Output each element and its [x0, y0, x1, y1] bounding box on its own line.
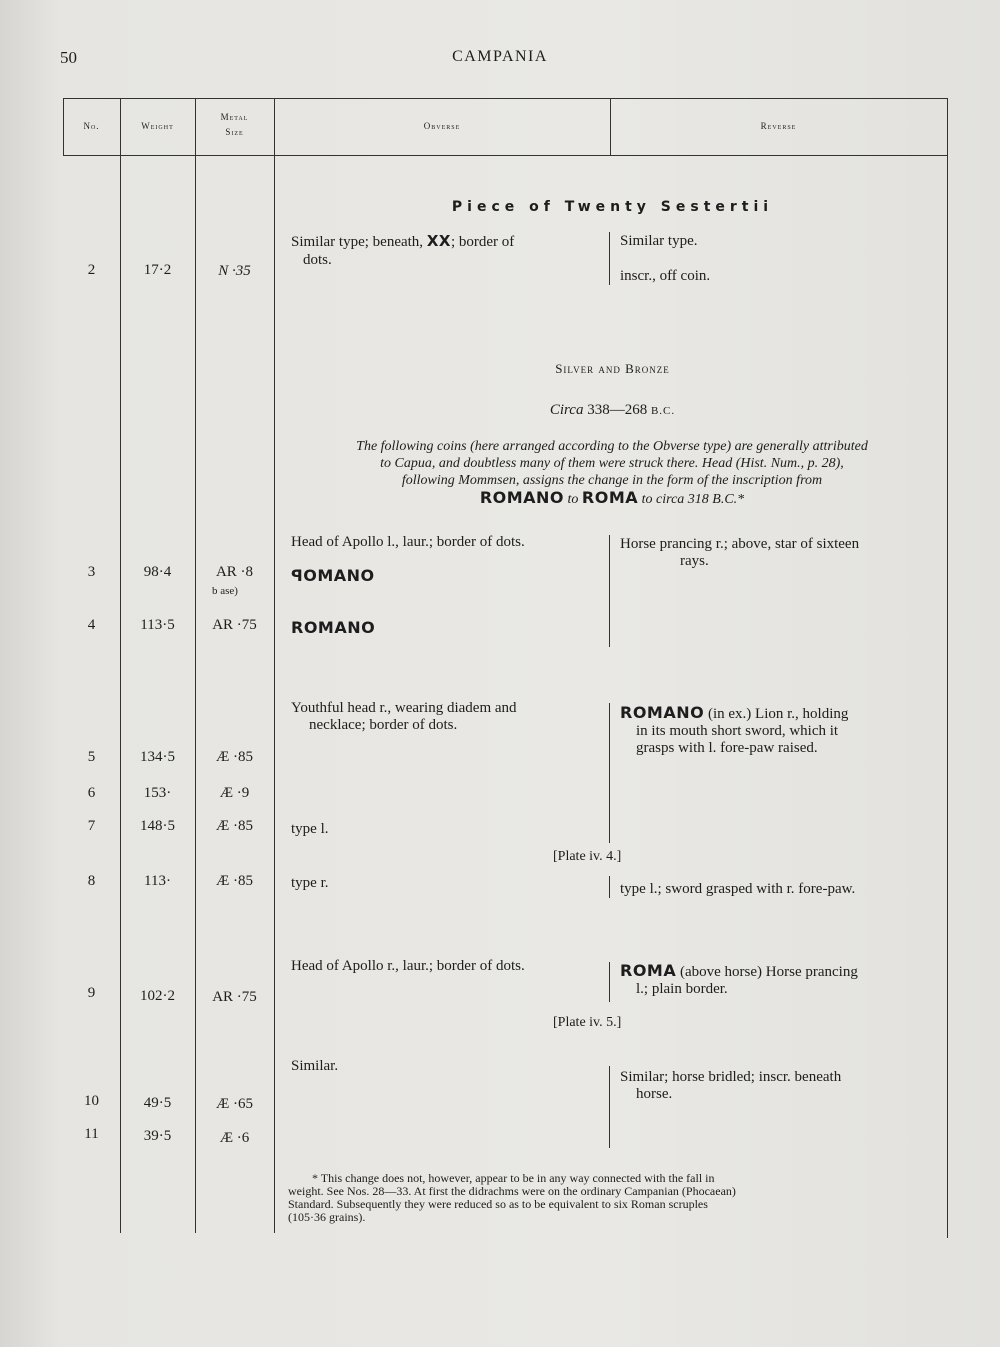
footnote: * This change does not, however, appear to be in any way connected with the fall in weight. See Nos. 28—33. At first the didrachms were on the ordinary Campanian (Phocaean) Standard. Subsequently they were reduced so as to be equivalent to six Roman scruples (105·36 grains). [288, 1171, 736, 1224]
plate-reference: [Plate iv. 4.] [553, 849, 622, 864]
coin-metal-size: Æ ·6 [219, 1130, 250, 1146]
column-header-weight: Weight [141, 121, 174, 131]
coin-number: 2 [87, 262, 96, 278]
page-number: 50 [60, 48, 77, 67]
reverse-rule [609, 703, 610, 843]
coin-metal-size: Æ ·85 [215, 873, 254, 889]
section-date: Circa 338—268 B.C. [549, 402, 676, 418]
coin-weight: 148·5 [140, 818, 175, 834]
coin-weight: 49·5 [143, 1095, 172, 1111]
table-right-rule [947, 98, 948, 1238]
coin-number: 4 [87, 617, 96, 633]
reverse-description: inscr., off coin. [620, 268, 711, 284]
reverse-rule [609, 876, 610, 898]
coin-weight: 153· [143, 785, 172, 801]
obverse-description: Similar. [291, 1058, 339, 1074]
section-intro: The following coins (here arranged according to the Obverse type) are generally attributed to Capua, and doubtless many of them were struck there. Head (Hist. Num., p. 28), following Mommsen, assigns the change in the form of the inscription from ROMANO to ROMA to circa 318 B.C.* [356, 439, 868, 507]
coin-metal-size: N ·35 [218, 263, 251, 279]
coin-weight: 39·5 [143, 1128, 172, 1144]
coin-metal-size: Æ ·65 [215, 1096, 254, 1112]
coin-weight: 98·4 [143, 564, 172, 580]
obverse-description: type l. [291, 821, 329, 837]
section-heading-silver-bronze: Silver and Bronze [555, 361, 670, 376]
column-header-no: No. [83, 121, 100, 131]
reverse-rule [609, 962, 610, 1002]
coin-metal-size: AR ·75 [212, 989, 257, 1005]
reverse-rule [609, 1066, 610, 1148]
column-header-size: Size [225, 127, 244, 137]
column-rule-metal [274, 98, 275, 1233]
reverse-description: type l.; sword grasped with r. fore-paw. [620, 881, 856, 897]
obverse-description: Similar type; beneath, XX; border of dots. [291, 232, 515, 268]
coin-weight: 102·2 [140, 988, 175, 1004]
coin-weight: 113· [144, 873, 171, 889]
section-heading-twenty-sestertii: Piece of Twenty Sestertii [451, 199, 774, 215]
coin-metal-size: Æ ·9 [219, 785, 250, 801]
reverse-description: Similar; horse bridled; inscr. beneath horse. [620, 1069, 842, 1102]
legend-inscription: ꟼOMANO [291, 566, 375, 585]
plate-reference: [Plate iv. 5.] [553, 1015, 622, 1030]
coin-metal-size: Æ ·85 [215, 818, 254, 834]
reverse-rule [609, 535, 610, 647]
coin-weight: 134·5 [140, 749, 175, 765]
coin-metal-size: AR ·75 [212, 617, 257, 633]
column-header-reverse: Reverse [760, 121, 797, 131]
page-title: CAMPANIA [452, 48, 548, 65]
reverse-description: ROMANO (in ex.) Lion r., holding in its mouth short sword, which it grasps with l. fore-paw raised. [620, 703, 849, 756]
column-header-metal: Metal [220, 112, 249, 122]
obverse-description: type r. [291, 875, 329, 891]
coin-number: 9 [87, 985, 96, 1001]
obverse-description: Youthful head r., wearing diadem and necklace; border of dots. [291, 700, 517, 733]
coin-number: 3 [87, 564, 96, 580]
coin-number: 7 [87, 818, 96, 834]
column-header-obverse: Obverse [423, 121, 461, 131]
coin-number: 11 [84, 1126, 99, 1142]
obverse-description: Head of Apollo r., laur.; border of dots. [291, 958, 525, 974]
reverse-rule [609, 232, 610, 285]
obverse-description: Head of Apollo l., laur.; border of dots. [291, 534, 525, 550]
coin-metal-note: b ase) [212, 585, 238, 597]
reverse-description: Horse prancing r.; above, star of sixteen rays. [620, 536, 860, 569]
inscription-xx: XX [426, 232, 451, 250]
coin-metal-size: Æ ·85 [215, 749, 254, 765]
reverse-description: Similar type. [620, 233, 698, 249]
coin-number: 5 [87, 749, 96, 765]
coin-weight: 113·5 [140, 617, 175, 633]
coin-weight: 17·2 [143, 262, 172, 278]
legend-inscription: ROMANO [291, 618, 376, 637]
coin-number: 6 [87, 785, 96, 801]
coin-number: 8 [87, 873, 96, 889]
coin-number: 10 [84, 1093, 99, 1109]
coin-metal-size: AR ·8 [215, 564, 254, 580]
reverse-description: ROMA (above horse) Horse prancing l.; plain border. [620, 961, 858, 997]
